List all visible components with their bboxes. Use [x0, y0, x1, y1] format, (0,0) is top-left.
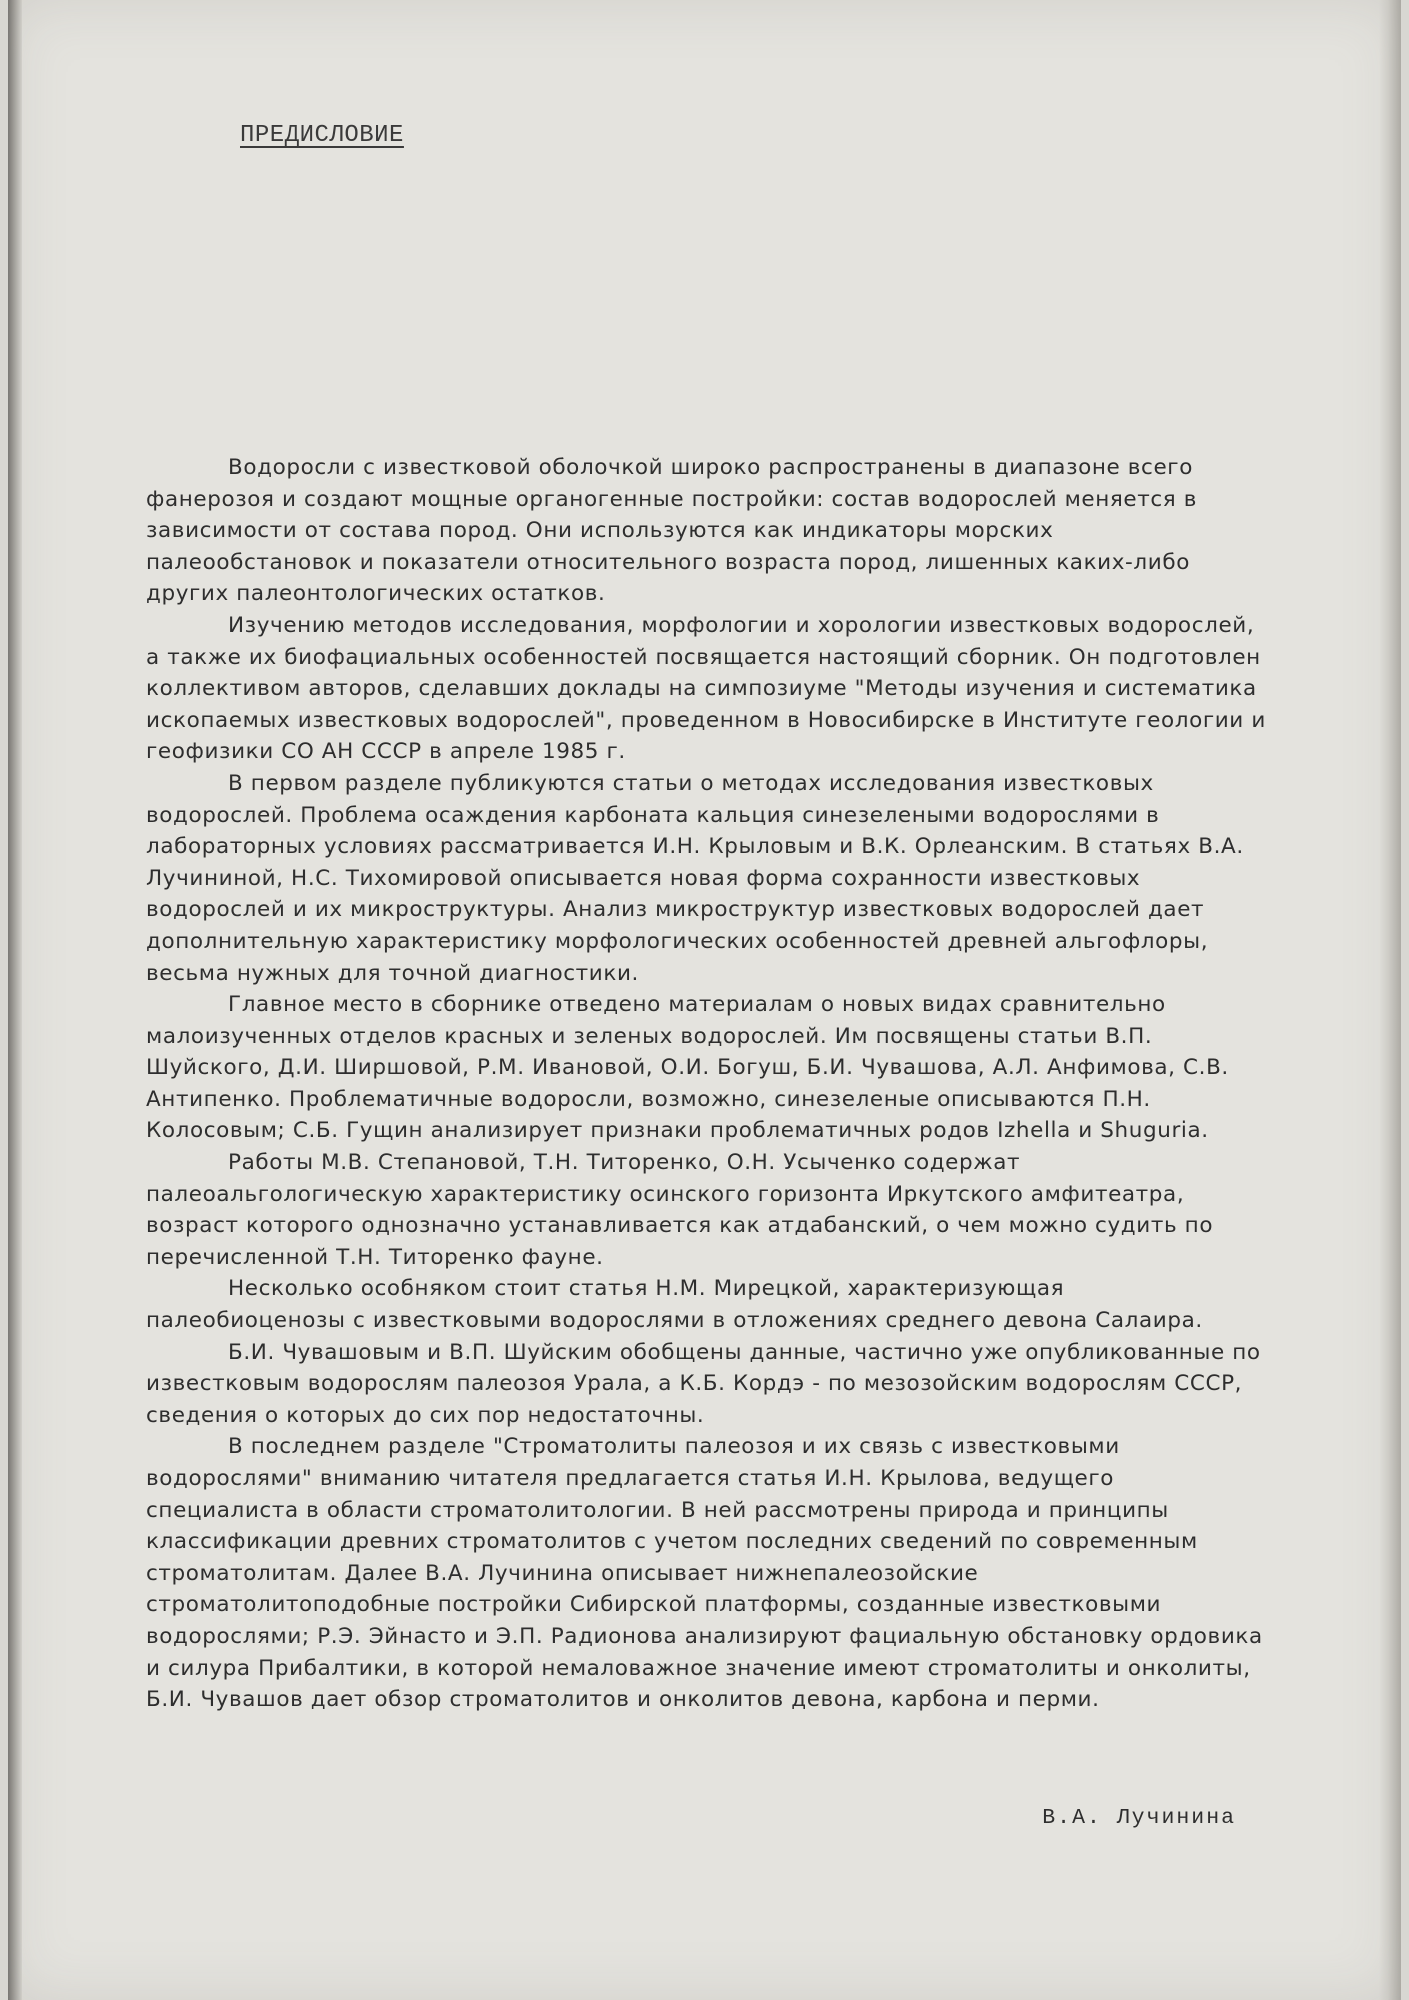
paragraph: Работы М.В. Степановой, Т.Н. Титоренко, О.Н. Усыченко содержат палеоальгологическую характеристику осинского горизонта Иркутского амфитеатра, возраст которого однозначно устанавливается как атдабанский, о чем можно судить по перечисленной Т.Н. Титоренко фауне.	[146, 1150, 1214, 1270]
paragraph: Несколько особняком стоит статья Н.М. Мирецкой, характеризующая палеобиоценозы с известковыми водорослями в отложениях среднего девона Салаира.	[146, 1276, 1203, 1334]
paragraph: В первом разделе публикуются статьи о методах исследования известковых водорослей. Проблема осаждения карбоната кальция синезелеными водорослями в лабораторных условиях рассматривается И.Н. Крыловым и В.К. Орлеанским. В статьях В.А. Лучининой, Н.С. Тихомировой описывается новая форма сохранности известковых водорослей и их микроструктуры. Анализ микроструктур известковых водорослей дает дополнительную характеристику морфологических особенностей древней альгофлоры, весьма нужных для точной диагностики.	[146, 770, 1244, 986]
paragraph: Водоросли с известковой оболочкой широко распространены в диапазоне всего фанерозоя и создают мощные органогенные постройки: состав водорослей меняется в зависимости от состава пород. Они используются как индикаторы морских палеообстановок и показатели относительного возраста пород, лишенных каких-либо других палеонтологических остатков.	[146, 455, 1198, 607]
paragraph: В последнем разделе "Строматолиты палеозоя и их связь с известковыми водорослями" вниманию читателя предлагается статья И.Н. Крылова, ведущего специалиста в области строматолитологии. В ней рассмотрены природа и принципы классификации древних строматолитов с учетом последних сведений по современным строматолитам. Далее В.А. Лучинина описывает нижнепалеозойские строматолитоподобные постройки Сибирской платформы, созданные известковыми водорослями; Р.Э. Эйнасто и Э.П. Радионова анализируют фациальную обстановку ордовика и силура Прибалтики, в которой немаловажное значение имеют строматолиты и онколиты, Б.И. Чувашов дает обзор строматолитов и онколитов девона, карбона и перми.	[146, 1434, 1263, 1713]
paragraph: Изучению методов исследования, морфологии и хорологии известковых водорослей, а также их биофациальных особенностей посвящается настоящий сборник. Он подготовлен коллективом авторов, сделавших доклады на симпозиуме "Методы изучения и систематика ископаемых известковых водорослей", проведенном в Новосибирске в Институте геологии и геофизики СО АН СССР в апреле 1985 г.	[146, 612, 1266, 765]
author-signature: В.А. Лучинина	[1042, 1806, 1236, 1830]
page-right-edge	[1379, 0, 1401, 2000]
page-binding-edge	[8, 0, 22, 2000]
body-text	[146, 452, 1266, 1716]
paragraph: Б.И. Чувашовым и В.П. Шуйским обобщены данные, частично уже опубликованные по известковым водорослям палеозоя Урала, а К.Б. Кордэ - по мезозойским водорослям СССР, сведения о которых до сих пор недостаточны.	[146, 1339, 1261, 1428]
page-heading: ПРЕДИСЛОВИЕ	[240, 122, 404, 149]
document-page	[8, 0, 1401, 2000]
paragraph: Главное место в сборнике отведено материалам о новых видах сравнительно малоизученных отделов красных и зеленых водорослей. Им посвящены статьи В.П. Шуйского, Д.И. Ширшовой, Р.М. Ивановой, О.И. Богуш, Б.И. Чувашова, А.Л. Анфимова, С.В. Антипенко. Проблематичные водоросли, возможно, синезеленые описываются П.Н. Колосовым; С.Б. Гущин анализирует признаки проблематичных родов Izhella и Shuguria.	[146, 992, 1229, 1144]
